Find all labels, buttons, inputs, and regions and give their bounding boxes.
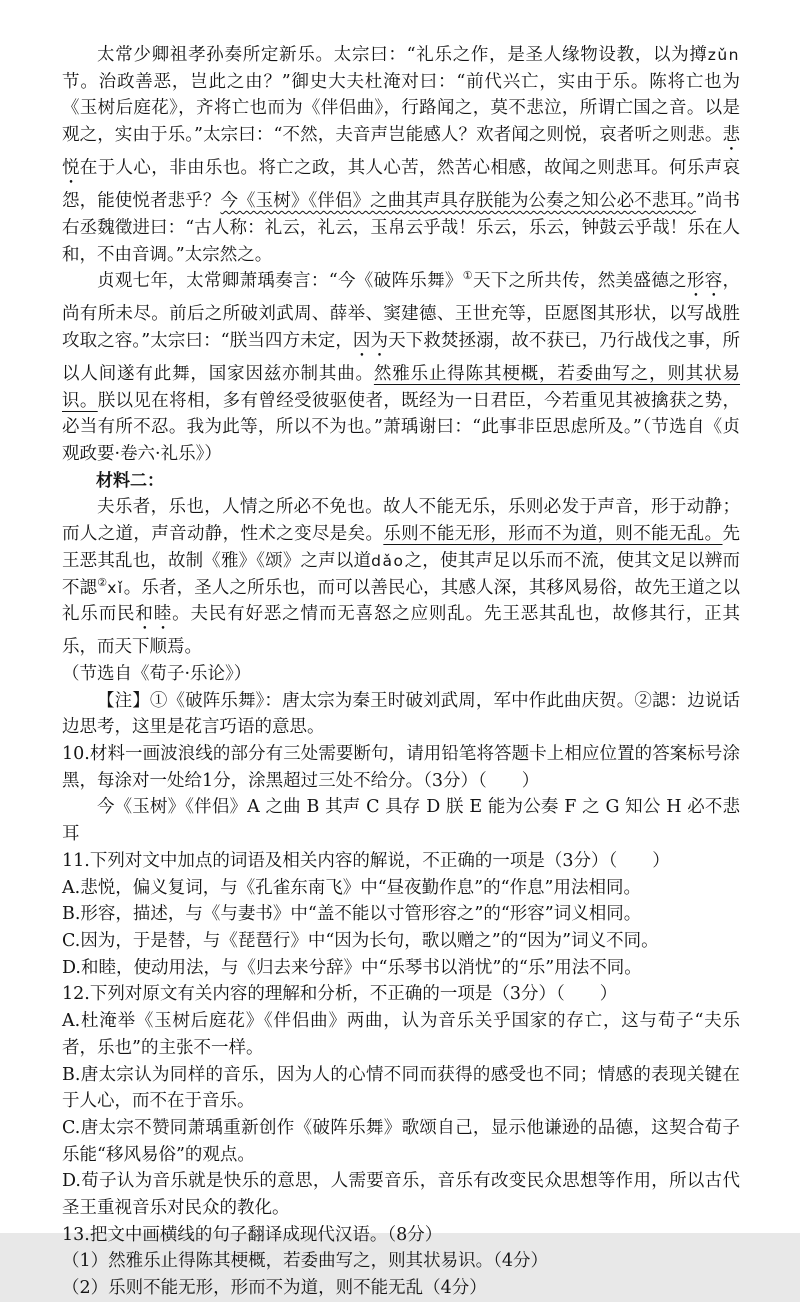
text-segment: 材料二： (96, 470, 164, 491)
text-segment: 太常少卿祖孝孙奏所定新乐。太宗曰：“礼乐之作，是圣人缘物设教，以为撙 (97, 45, 708, 65)
question-13-item-2 (62, 1275, 740, 1302)
question-11-stem (62, 848, 740, 875)
text-segment: （1）然雅乐止得陈其梗概，若委曲写之，则其状易识。（4分） (62, 1251, 549, 1272)
material2-source (62, 661, 740, 688)
text-segment: 今《玉树》《伴侣》A 之曲 B 其声 C 具存 D 朕 E 能为公奏 F 之 G 知公 H 必不悲耳 (62, 797, 741, 845)
text-segment: 【注】①《破阵乐舞》：唐太宗为秦王时破刘武周，军中作此曲庆贺。②諰：边说话边思考，这里是花言巧语的意思。 (62, 690, 740, 738)
question-12-option-b (62, 1062, 740, 1115)
question-10-stem (62, 741, 740, 794)
question-11-option-b (62, 901, 740, 928)
uline-segment: 乐则不能无形，形而不为道，则不能无乱。 (383, 524, 723, 545)
question-10-options (62, 794, 740, 847)
pinyin-segment: xǐ (107, 578, 124, 597)
text-segment: 朕以见在将相，多有曾经受彼驱使者，既经为一日君臣，今若重见其被擒获之势，必当有所不忍。我为此等，所以不为也。”萧瑀谢曰：“此事非臣思虑所及。”（节选自《贞观政要·卷六·礼乐》） (62, 390, 740, 465)
wavy-segment: 今《玉树》《伴侣》之曲其声具存朕能为公奏之知公必不悲耳。 (220, 191, 696, 212)
question-12-option-c (62, 1115, 740, 1168)
sup-segment: ① (462, 269, 473, 283)
question-13-item-1 (62, 1248, 740, 1275)
pinyin-segment: zǔn (707, 46, 740, 64)
material1-paragraph-1 (62, 42, 740, 268)
question-12-option-a (62, 1008, 740, 1061)
dots-segment: 和睦 (135, 604, 173, 625)
footnote (62, 688, 740, 741)
text-segment: 13.把文中画横线的句子翻译成现代汉语。（8分） (62, 1224, 443, 1245)
text-segment: B.唐太宗认为同样的音乐，因为人的心情不同而获得的感受也不同；情感的表现关键在于人心，而不在于音乐。 (62, 1064, 740, 1112)
text-segment: 12.下列对原文有关内容的理解和分析，不正确的一项是（3分）（ ） (62, 984, 618, 1005)
material2-heading (62, 468, 740, 495)
material2-paragraph-1 (62, 494, 740, 661)
text-segment: C.因为，于是替，与《琵琶行》中“因为长句，歌以赠之”的“因为”词义不同。 (62, 930, 659, 951)
question-11-option-d (62, 955, 740, 982)
text-segment: D.和睦，使动用法，与《归去来兮辞》中“乐琴书以消忧”的“乐”用法不同。 (62, 957, 642, 978)
material1-paragraph-2 (62, 268, 740, 468)
text-segment: 。夫民有好恶之情而无喜怒之应则乱。先王恶其乱也，故修其行，正其乐，而天下顺焉。 (62, 604, 741, 658)
text-segment: （2）乐则不能无形，形而不为道，则不能无乱（4分） (62, 1278, 487, 1299)
text-segment: 11.下列对文中加点的词语及相关内容的解说，不正确的一项是（3分）（ ） (62, 850, 670, 871)
text-segment: 天下之所共传，然美盛德之 (472, 271, 687, 292)
text-segment: B.形容，描述，与《与妻书》中“盖不能以寸管形容之”的“形容”词义相同。 (62, 904, 642, 925)
text-segment: 之，使其声足以乐而不流，使其文足以辨而不諰 (62, 550, 741, 598)
text-segment: 节。治政善恶，岂此之由？”御史大夫杜淹对曰：“前代兴亡，实由于乐。陈将亡也为《玉树后庭花》，齐将亡也而为《伴侣曲》，行路闻之，莫不悲泣，所谓亡国之音。以是观之，实由于乐。”太宗曰：“不然，夫音声岂能感人？欢者闻之则悦，哀者听之则悲。 (62, 71, 740, 146)
text-segment: ，尚有所未尽。前后之所破刘武周、薛举、窦建德、王世充等，臣愿图其形状，以写战胜攻取之容。”太宗曰：“朕当四方未定， (62, 271, 740, 351)
text-segment: D.荀子认为音乐就是快乐的意思，人需要音乐，音乐有改变民众思想等作用，所以古代圣王重视音乐对民众的教化。 (62, 1171, 740, 1219)
question-12-stem (62, 981, 740, 1008)
text-segment: 。乐者，圣人之所乐也，而可以善民心，其感人深，其移风易俗，故先王道之以礼乐而民 (62, 577, 740, 625)
text-segment: A.悲悦，偏义复词，与《孔雀东南飞》中“昼夜勤作息”的“作息”用法相同。 (62, 877, 641, 898)
text-segment: 夫乐者，乐也，人情之所必不免也。故人不能无乐，乐则必发于声音，形于动静；而人之道，声音动静，性术之变尽是矣。 (62, 497, 740, 545)
text-segment: A.杜淹举《玉树后庭花》《伴侣曲》两曲，认为音乐关乎国家的存亡，这与荀子“夫乐者，乐也”的主张不一样。 (62, 1011, 740, 1058)
text-segment: （节选自《荀子·乐论》） (62, 663, 252, 684)
text-segment: 天下救焚拯溺，故不获已，乃行战伐之事，所以人间遂有此舞，国家因兹亦制其曲。 (62, 330, 740, 384)
document-body (62, 42, 740, 1302)
text-segment: 10.材料一画波浪线的部分有三处需要断句，请用铅笔将答题卡上相应位置的答案标号涂黑，每涂对一处给1分，涂黑超过三处不给分。（3分）（ ） (62, 744, 740, 791)
pinyin-segment: dǎo (371, 551, 405, 570)
question-11-option-a (62, 875, 740, 902)
question-11-option-c (62, 928, 740, 955)
text-segment: 先王恶其乱也，故制《雅》《颂》之声以道 (62, 524, 741, 571)
dots-segment: 形容 (686, 271, 723, 292)
question-13-stem (62, 1222, 740, 1249)
uline-segment: 然雅乐止得陈其梗概，若委曲写之，则其状易识。 (62, 363, 741, 411)
text-segment: 在于人心，非由乐也。将亡之政，其人心苦，然苦心相感，故闻之则悲耳。何乐声哀怨，能使悦者悲乎？ (62, 158, 741, 212)
text-segment: ”尚书右丞魏徵进曰：“古人称：礼云，礼云，玉帛云乎哉！乐云，乐云，钟鼓云乎哉！乐在人和，不由音调。”太宗然之。 (62, 191, 740, 265)
text-segment: C.唐太宗不赞同萧瑀重新创作《破阵乐舞》歌颂自己，显示他谦逊的品德，这契合荀子乐能“移风易俗”的观点。 (62, 1117, 740, 1165)
question-12-option-d (62, 1168, 740, 1221)
dots-segment: 悲悦 (62, 125, 740, 179)
sup-segment: ② (97, 575, 108, 589)
dots-segment: 因为 (352, 330, 389, 351)
text-segment: 贞观七年，太常卿萧瑀奏言：“今《破阵乐舞》 (97, 271, 463, 292)
